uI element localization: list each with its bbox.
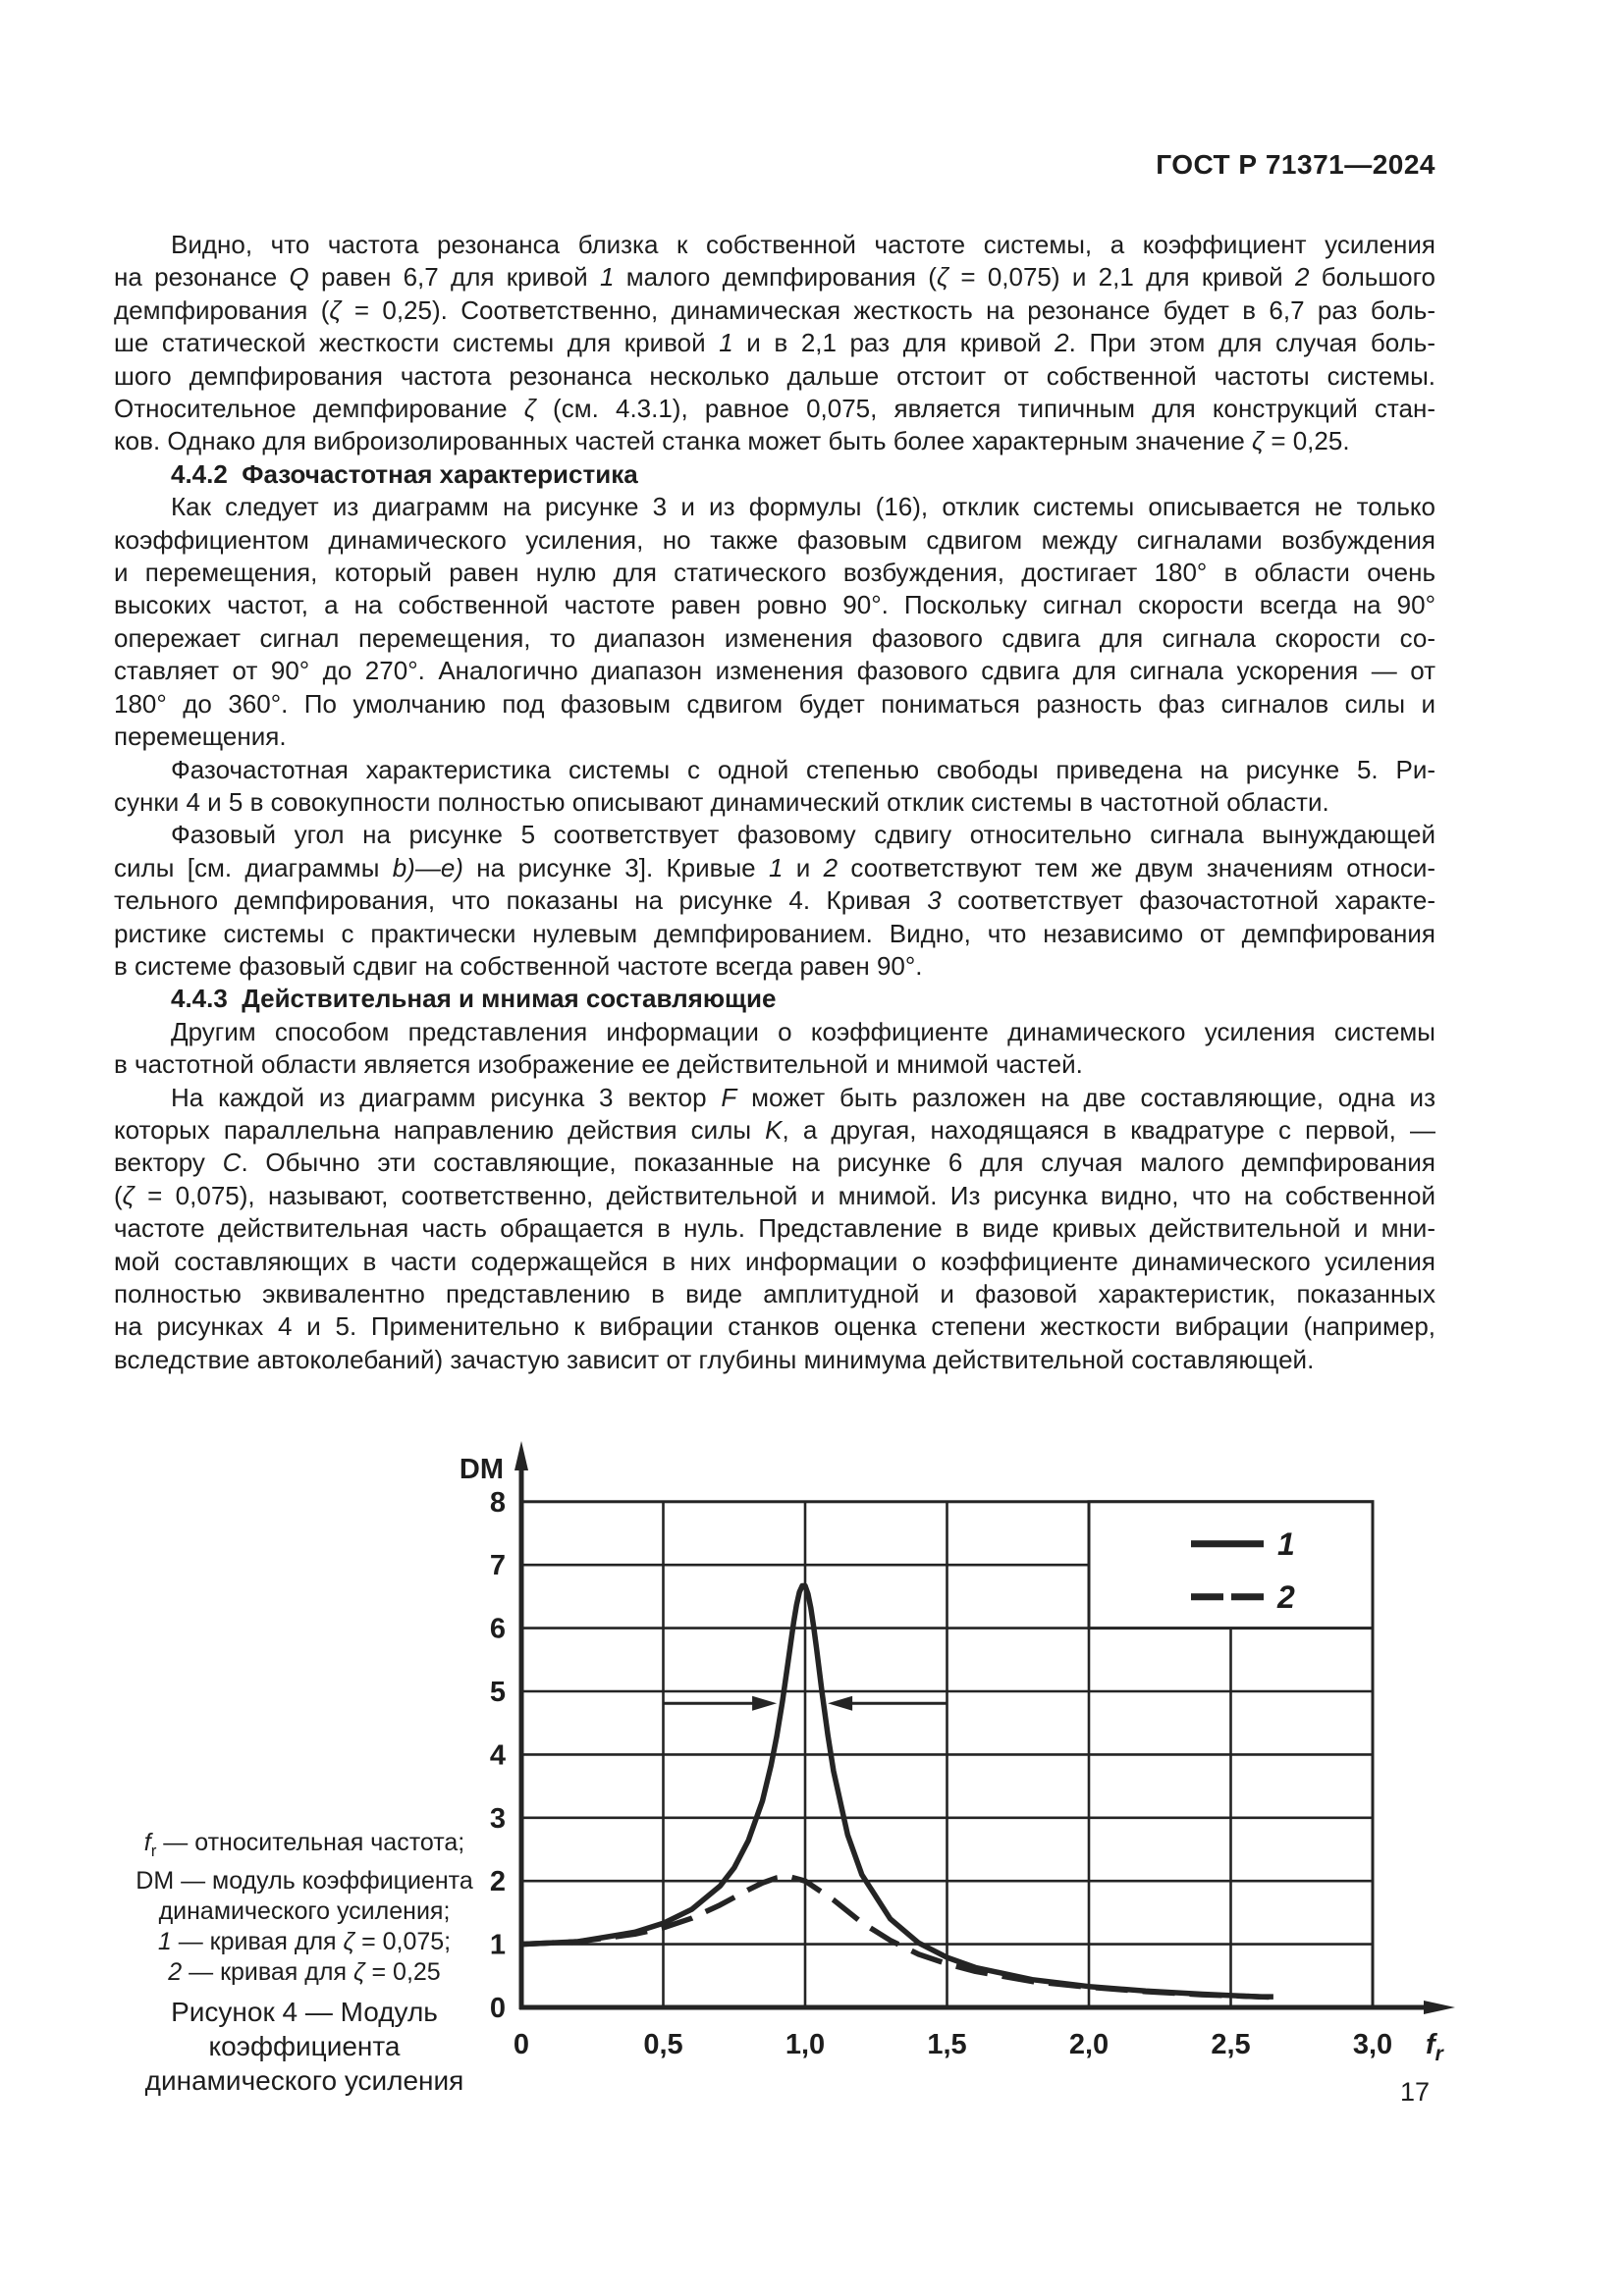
text-line: перемещения. [114,721,287,752]
text-line: силы [см. диаграммы b)—e) на рисунке 3]. Кривые 1 и 2 соответствуют тем же двум значениям относи- [114,852,1435,882]
text-line: шого демпфирования частота резонанса несколько дальше отстоит от собственной частоты системы. [114,360,1435,391]
legend-box [1089,1502,1373,1629]
figure-legend-line: $f_r$ — относительная частота; [143,1829,465,1860]
text-line: тельного демпфирования, что показаны на рисунке 4. Кривая 3 соответствует фазочастотной характе- [114,885,1435,916]
x-tick-label: 1,0 [785,2029,826,2060]
text-line: ше статической жесткости системы для кривой 1 и в 2,1 раз для кривой 2. При этом для случая боль- [114,328,1435,358]
legend-label-1: 1 [1277,1525,1295,1562]
page-number: 17 [1399,2077,1430,2107]
text-line: 4.4.2 Фазочастотная характеристика [171,458,638,489]
paragraph [114,819,1435,983]
text-line: частоте действительная часть обращается в нуль. Представление в виде кривых действительной и мни- [114,1213,1435,1244]
y-tick-label: 7 [489,1550,506,1582]
figure-legend-line: динамического усиления; [158,1897,451,1925]
text-line: вектору C. Обычно эти составляющие, показанные на рисунке 6 для случая малого демпфирования [114,1148,1435,1178]
bandwidth-arrow-right-icon [828,1696,852,1711]
paragraph [114,229,1435,458]
text-line: Фазовый угол на рисунке 5 соответствует фазовому сдвигу относительно сигнала вынуждающей [171,820,1435,850]
text-line: в системе фазовый сдвиг на собственной частоте всегда равен 90°. [114,950,923,981]
bandwidth-arrow-left-icon [752,1696,777,1711]
page-header: ГОСТ Р 71371—2024 [1156,149,1435,180]
text-line: (ζ = 0,075), называют, соответственно, действительной и мнимой. Из рисунка видно, что на собственной [114,1180,1435,1210]
legend-label-2: 2 [1277,1578,1295,1615]
y-axis-arrow-icon [514,1441,528,1470]
x-tick-label: 1,5 [927,2029,967,2060]
text-line: ристике системы с практически нулевым демпфированием. Видно, что независимо от демпфирования [114,918,1435,948]
text-line: и перемещения, который равен нулю для статического возбуждения, достигает 180° в области очень [114,558,1435,588]
figure-legend-line: DM — модуль коэффициента [135,1867,473,1895]
text-line: полностью эквивалентно представлению в виде амплитудной и фазовой характеристик, показанных [114,1279,1435,1308]
y-tick-label: 1 [489,1929,506,1961]
text-line: Как следует из диаграмм на рисунке 3 и из формулы (16), отклик системы описывается не только [171,492,1435,522]
y-axis-label: DM [459,1454,504,1485]
paragraph [114,1082,1435,1377]
text-line: Другим способом представления информации о коэффициенте динамического усиления системы [171,1016,1435,1046]
figure-caption-line: динамического усиления [144,2065,464,2096]
curve-2 [521,1877,1273,1998]
x-axis-arrow-icon [1424,2001,1455,2014]
paragraph [114,1016,1435,1082]
text-line: мой составляющих в части содержащейся в них информации о коэффициенте динамического усиления [114,1246,1435,1276]
figure-caption-line: коэффициента [208,2031,401,2061]
y-tick-label: 6 [489,1613,506,1645]
text-line: сунки 4 и 5 в совокупности полностью описывают динамический отклик системы в частотной области. [114,786,1329,817]
x-tick-label: 0 [513,2029,530,2060]
text-line: Относительное демпфирование ζ (см. 4.3.1), равное 0,075, является типичным для конструкций стан- [114,394,1435,424]
text-line: демпфирования (ζ = 0,25). Соответственно, динамическая жесткость на резонансе будет в 6,7 раз боль- [114,294,1435,325]
text-line: на резонансе Q равен 6,7 для кривой 1 малого демпфирования (ζ = 0,075) и 2,1 для кривой 2 большого [114,262,1435,293]
paragraph [114,754,1435,820]
figure-caption-line: Рисунок 4 — Модуль [171,1997,438,2027]
paragraph [114,491,1435,753]
text-line: ков. Однако для виброизолированных частей станка может быть более характерным значение ζ = 0,25. [114,426,1350,456]
text-line: вследствие автоколебаний) зачастую зависит от глубины минимума действительной составляющей. [114,1344,1315,1374]
y-tick-label: 5 [489,1677,506,1708]
text-line: ставляет от 90° до 270°. Аналогично диапазон изменения фазового сдвига для сигнала ускорения — от [114,656,1435,686]
text-line: в частотной области является изображение ее действительной и мнимой частей. [114,1049,1083,1080]
text-line: которых параллельна направлению действия силы K, а другая, находящаяся в квадратуре с первой, — [114,1114,1435,1145]
text-line: 4.4.3 Действительная и мнимая составляющие [171,984,777,1014]
x-tick-label: 0,5 [643,2029,683,2060]
x-tick-label: 2,0 [1068,2029,1110,2060]
y-tick-label: 4 [489,1739,506,1772]
y-tick-label: 8 [489,1486,506,1519]
text-line: опережает сигнал перемещения, то диапазон изменения фазового сдвига для сигнала скорости со- [114,622,1435,653]
figure-chart [432,1414,1492,2101]
text-line: Видно, что частота резонанса близка к собственной частоте системы, а коэффициент усиления [171,230,1435,259]
section-heading [114,458,1435,491]
y-tick-label: 3 [489,1802,506,1835]
x-axis-label: $f_r$ [1426,2029,1443,2065]
text-line: Фазочастотная характеристика системы с одной степенью свободы приведена на рисунке 5. Ри- [171,754,1435,784]
text-line: На каждой из диаграмм рисунка 3 вектор F может быть разложен на две составляющие, одна из [171,1082,1435,1112]
section-heading [114,983,1435,1015]
text-line: 180° до 360°. По умолчанию под фазовым сдвигом будет пониматься разность фаз сигналов силы и [114,688,1435,719]
body-text [114,229,1435,1376]
text-line: коэффициентом динамического усиления, но также фазовым сдвигом между сигналами возбуждения [114,524,1435,555]
figure-legend-line: 1 — кривая для ζ = 0,075; [157,1928,452,1955]
x-tick-label: 2,5 [1211,2029,1251,2060]
y-tick-label: 2 [489,1866,506,1898]
x-tick-label: 3,0 [1352,2029,1393,2060]
figure-legend-line: 2 — кривая для ζ = 0,25 [168,1958,441,1986]
text-line: высоких частот, а на собственной частоте равен ровно 90°. Поскольку сигнал скорости всегда на 90° [114,590,1435,620]
chart-canvas [432,1414,1492,2101]
text-line: на рисунках 4 и 5. Применительно к вибрации станков оценка степени жесткости вибрации (например, [114,1311,1435,1342]
y-tick-label: 0 [489,1993,506,2024]
